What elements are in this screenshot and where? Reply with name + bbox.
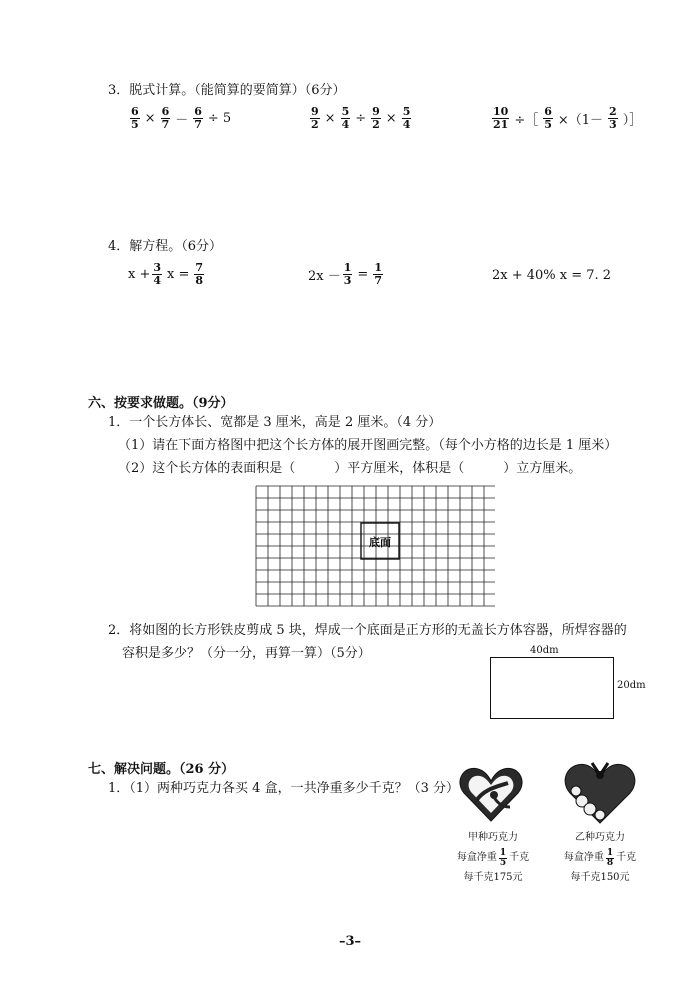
s6-question-2-line2: 容积是多少？（分一分，再算一算）（5分） [122,646,371,661]
s7-question-1: 1．（1）两种巧克力各买 4 盒，一共净重多少千克？（3 分） [108,781,459,796]
chocolate-b-image [562,757,638,827]
part4-title: 4．解方程。（6分） [108,239,223,254]
s6-question-1: 1．一个长方体长、宽都是 3 厘米，高是 2 厘米。（4 分） [108,415,442,430]
chocolate-a-image [458,763,524,825]
grid-paper[interactable] [255,485,495,610]
s6-question-1b: （2）这个长方体的表面积是（ ）平方厘米，体积是（ ）立方厘米。 [118,461,582,476]
page-number: –3– [338,934,362,949]
equation-1: x + $\frac{3}{4}$ x = $\frac{7}{8}$ [128,261,204,287]
equation-2: 2x － $\frac{1}{3}$ = $\frac{1}{7}$ [308,261,382,287]
s6-question-1a: （1）请在下面方格图中把这个长方体的展开图画完整。（每个小方格的边长是 1 厘米） [118,438,618,453]
s6-question-2-line1: 2．将如图的长方形铁皮剪成 5 块，焊成一个底面是正方形的无盖长方体容器，所焊容器的 [108,623,627,638]
expr-3: $\frac{10}{21}$ ÷［ $\frac{6}{5}$ ×（1－ $\frac{2}{3}$ ）］ [493,105,643,131]
expr-1: $\frac{6}{5}$ × $\frac{6}{7}$ － $\frac{6}{7}$ ÷ 5 [131,105,232,131]
rect-width-label: 40dm [530,645,559,656]
chocolate-b-caption: 乙种巧克力 每盒净重 $\frac{1}{8}$ 千克 每千克150元 [563,832,637,883]
base-face-label: 底面 [369,536,391,549]
iron-sheet-rectangle [490,657,614,719]
chocolate-a-caption: 甲种巧克力 每盒净重 $\frac{1}{5}$ 千克 每千克175元 [456,832,530,883]
equation-3: 2x + 40% x = 7. 2 [492,268,612,283]
section6-title: 六、按要求做题。（9分） [88,396,234,411]
section7-title: 七、解决问题。（26 分） [88,762,235,777]
expr-2: $\frac{9}{2}$ × $\frac{5}{4}$ ÷ $\frac{9}{2}$ × $\frac{5}{4}$ [311,105,411,131]
rect-height-label: 20dm [617,680,646,691]
part3-title: 3．脱式计算。（能简算的要简算）（6分） [108,83,346,98]
